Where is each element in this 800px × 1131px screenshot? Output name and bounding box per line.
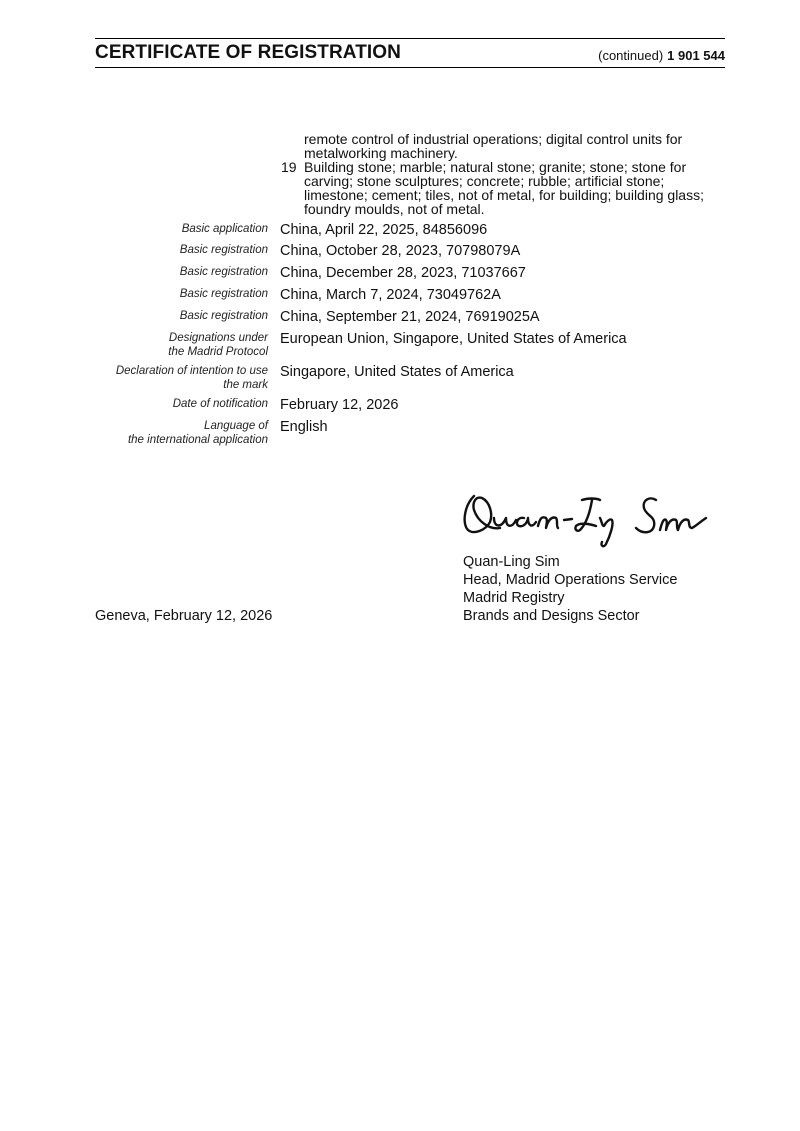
field-label-line: Designations under [168, 332, 268, 344]
field-value: China, December 28, 2023, 71037667 [280, 265, 526, 281]
field-label: Basic registration [179, 288, 268, 300]
signatory-sector: Brands and Designs Sector [463, 608, 640, 624]
signatory-department: Madrid Registry [463, 590, 565, 606]
field-label: Basic registration [179, 266, 268, 278]
handwritten-signature [460, 488, 715, 550]
field-label [95, 331, 268, 359]
header-registration-info [598, 48, 725, 63]
field-label [95, 419, 268, 447]
class-number: 19 [281, 159, 297, 175]
certificate-header [95, 38, 725, 68]
continued-label: (continued) [598, 48, 664, 63]
registration-number: 1 901 544 [667, 48, 725, 63]
field-label-line: Language of [204, 420, 268, 432]
field-label [95, 364, 268, 392]
signatory-block [463, 553, 677, 625]
field-value: English [280, 419, 328, 435]
field-value: China, March 7, 2024, 73049762A [280, 287, 501, 303]
place-and-date: Geneva, February 12, 2026 [95, 608, 273, 624]
field-label-line: the mark [223, 379, 268, 391]
field-label: Basic application [181, 223, 268, 235]
class-description: Building stone; marble; natural stone; granite; stone; stone for carving; stone sculptures; concrete; rubble; artificial stone; limestone; cement; tiles, not of metal, for building; building glass; foundry moulds, not of metal. [304, 159, 704, 217]
field-label-line: the Madrid Protocol [168, 346, 268, 358]
field-value: China, September 21, 2024, 76919025A [280, 309, 540, 325]
field-label-line: the international application [127, 434, 268, 446]
signatory-name: Quan-Ling Sim [463, 554, 560, 570]
signatory-title: Head, Madrid Operations Service [463, 572, 678, 588]
certificate-title: CERTIFICATE OF REGISTRATION [95, 42, 401, 63]
goods-continuation-text: remote control of industrial operations; digital control units for metalworking machinery. [304, 131, 683, 161]
goods-and-services [281, 132, 721, 216]
goods-class-row [281, 160, 721, 216]
field-value: China, April 22, 2025, 84856096 [280, 222, 488, 238]
field-label: Basic registration [179, 310, 268, 322]
field-label: Basic registration [179, 244, 268, 256]
field-value: February 12, 2026 [280, 397, 399, 413]
field-value: European Union, Singapore, United States of America [280, 331, 627, 347]
field-value: Singapore, United States of America [280, 364, 514, 380]
field-label-line: Declaration of intention to use [115, 365, 268, 377]
field-label: Date of notification [172, 398, 268, 410]
field-value: China, October 28, 2023, 70798079A [280, 243, 521, 259]
